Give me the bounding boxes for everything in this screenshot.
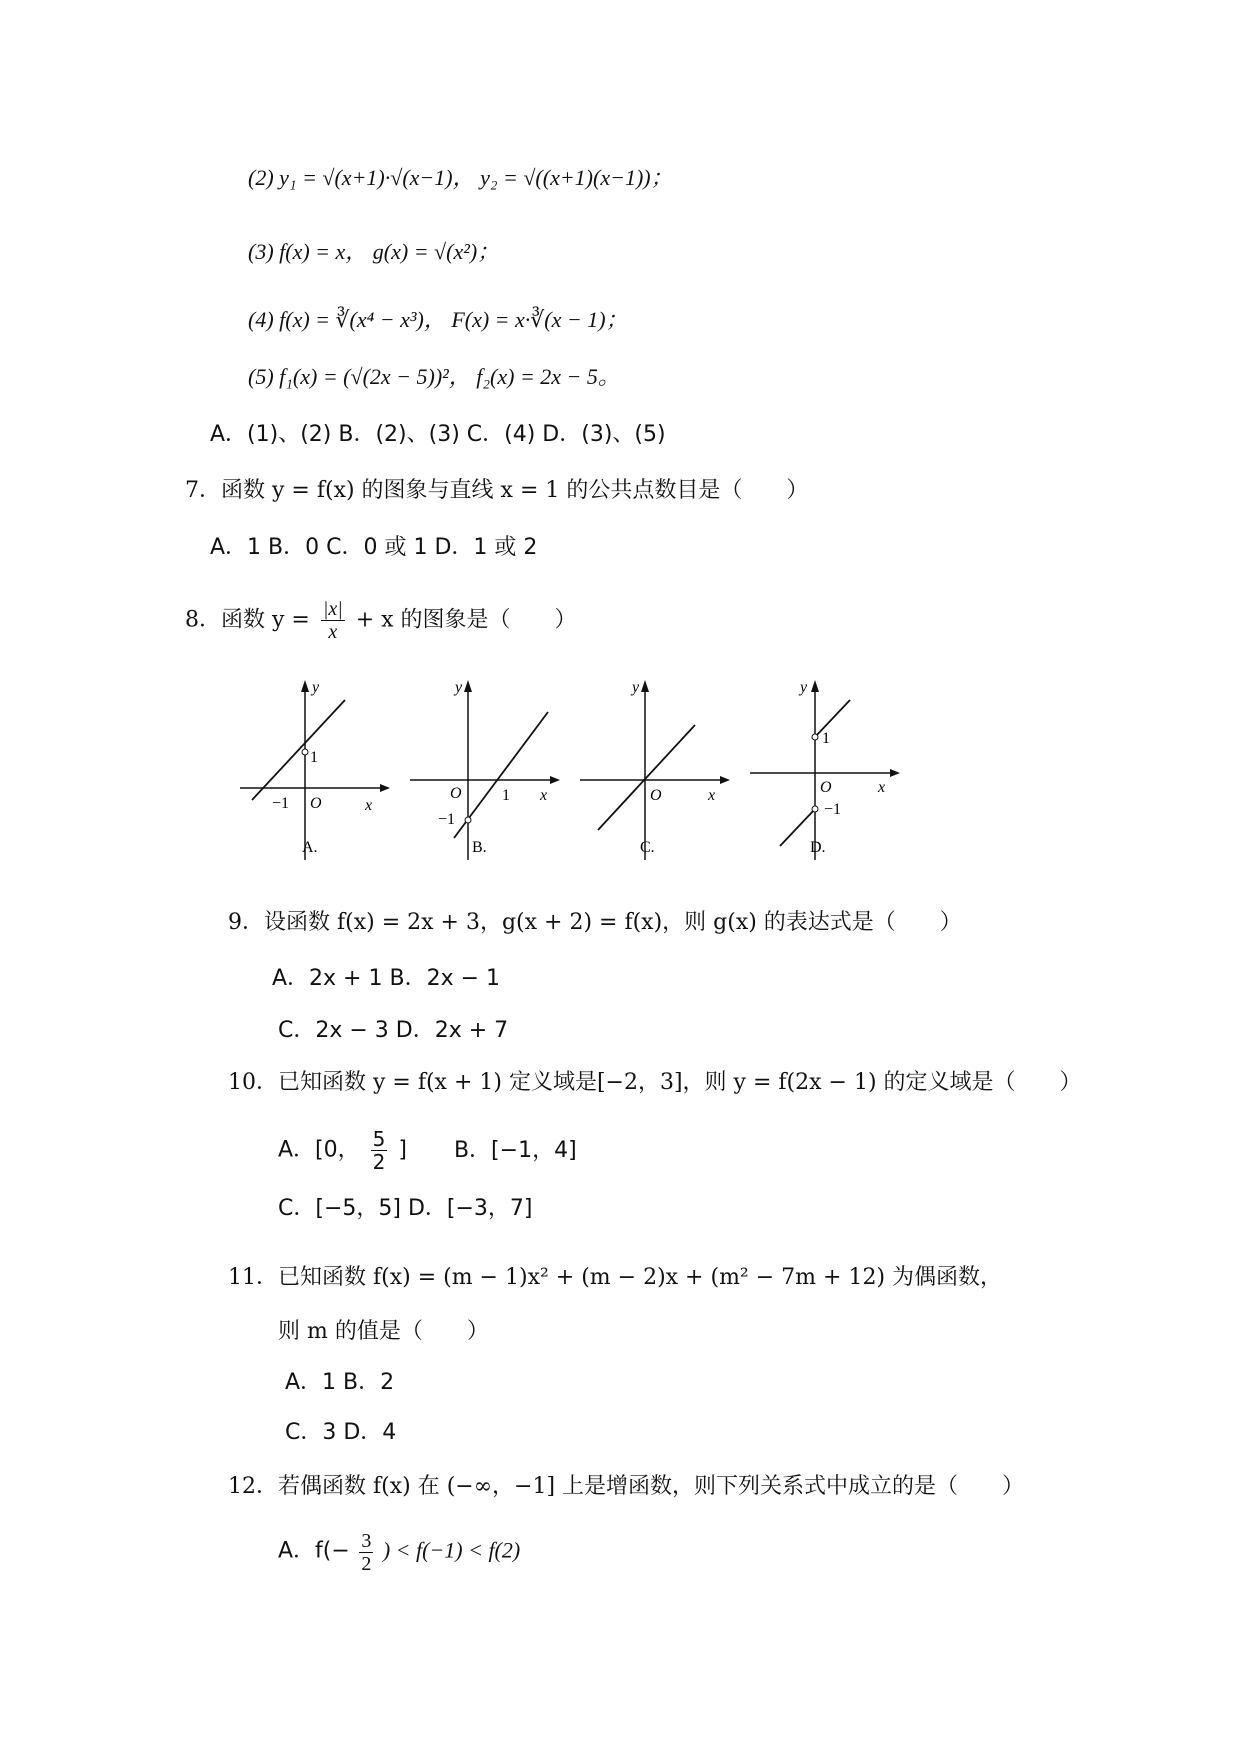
q12-option-a [278,1530,520,1575]
q8-fraction-denominator: x [328,621,338,643]
q8-stem [185,598,577,643]
tick-label-neg1: −1 [272,795,290,812]
x-axis-arrow-icon [380,784,390,792]
q12-option-a-fraction [359,1530,373,1575]
y-axis-arrow-icon [811,680,819,692]
tick-label-1: 1 [502,787,510,804]
tick-label-1: 1 [310,749,318,766]
q10-stem: 10．已知函数 y = f(x + 1) 定义域是[−2，3]，则 y = f(2x − 1) 的定义域是（ ） [228,1070,1082,1095]
graph-branch-right [815,700,850,737]
q8-prefix: 8．函数 y = [185,607,310,633]
x-label: x [365,797,373,814]
x-label: x [708,787,716,804]
q12-option-a-prefix: A．f(− [278,1538,350,1564]
open-point [302,749,308,755]
y-axis-arrow-icon [301,680,309,692]
q6-item-4: (4) f(x) = ∛(x⁴ − x³)， F(x) = x·∛(x − 1)； [248,307,628,332]
y-label: y [312,680,320,696]
y-axis-arrow-icon [464,680,472,692]
q8-fraction [321,598,345,643]
q10-option-a-suffix: ] [398,1137,407,1163]
q7-stem: 7．函数 y = f(x) 的图象与直线 x = 1 的公共点数目是（ ） [185,478,809,503]
q6-options: A．(1)、(2) B．(2)、(3) C．(4) D．(3)、(5) [210,422,666,447]
y-label: y [455,680,463,696]
x-label: x [878,779,886,796]
q10-option-a-fraction [371,1128,388,1173]
graph-caption: C. [640,839,655,856]
open-point-lower [812,806,818,812]
q8-fraction-numerator: |x| [322,598,343,620]
q9-options-cd: C．2x − 3 D．2x + 7 [278,1018,509,1043]
x-axis-arrow-icon [890,769,900,777]
q9-stem: 9．设函数 f(x) = 2x + 3，g(x + 2) = f(x)，则 g(x) 的表达式是（ ） [228,910,962,935]
graph-line [598,725,695,830]
q11-stem: 11．已知函数 f(x) = (m − 1)x² + (m − 2)x + (m² − 7m + 12) 为偶函数， [228,1265,1003,1290]
origin-label: O [650,787,662,804]
origin-label: O [820,779,832,796]
q6-item-3: (3) f(x) = x， g(x) = √(x²)； [248,239,500,264]
q6-item-5: (5) f₁(x) = (√(2x − 5))²， f₂(x) = 2x − 5。 [248,364,620,389]
x-label: x [540,787,548,804]
graph-caption: A. [302,839,318,856]
tick-label-neg1: −1 [824,801,842,818]
q12-option-a-suffix: ) < f(−1) < f(2) [382,1537,521,1563]
origin-label: O [310,795,322,812]
q10-fraction-numerator: 5 [372,1127,386,1151]
q12-fraction-denominator: 2 [361,1553,372,1575]
q10-option-b: B．[−1，4] [453,1137,577,1163]
graph-caption: B. [472,839,487,856]
x-axis-arrow-icon [550,776,560,784]
graph-d [750,680,900,860]
tick-label-neg1: −1 [438,811,456,828]
open-point-upper [812,734,818,740]
q6-item-2: (2) y₁ = √(x+1)·√(x−1)， y₂ = √((x+1)(x−1))； [248,165,673,190]
q8-suffix: + x 的图象是（ ） [355,607,577,633]
y-label: y [632,680,640,696]
graph-line [252,700,345,800]
q7-options: A．1 B．0 C．0 或 1 D．1 或 2 [210,535,538,560]
q11-options-cd: C．3 D．4 [285,1420,397,1445]
origin-label: O [450,785,462,802]
graph-b [410,680,560,860]
q12-stem: 12．若偶函数 f(x) 在 (−∞，−1] 上是增函数，则下列关系式中成立的是（ ） [228,1474,1025,1499]
open-point [465,817,471,823]
y-axis-arrow-icon [641,680,649,692]
graph-caption: D. [810,839,826,856]
q10-options-cd: C．[−5，5] D．[−3，7] [278,1196,533,1221]
q11-stem-continued: 则 m 的值是（ ） [278,1319,489,1344]
q10-options-ab [278,1128,577,1173]
q10-fraction-denominator: 2 [372,1150,386,1174]
tick-label-1: 1 [822,730,830,747]
y-label: y [800,680,808,696]
q9-options-ab: A．2x + 1 B．2x − 1 [272,966,501,991]
x-axis-arrow-icon [720,776,730,784]
graph-a [240,680,390,860]
q12-fraction-numerator: 3 [361,1530,372,1552]
graph-c [580,680,730,860]
q10-option-a-prefix: A．[0， [278,1137,360,1163]
q11-options-ab: A．1 B．2 [285,1370,395,1395]
